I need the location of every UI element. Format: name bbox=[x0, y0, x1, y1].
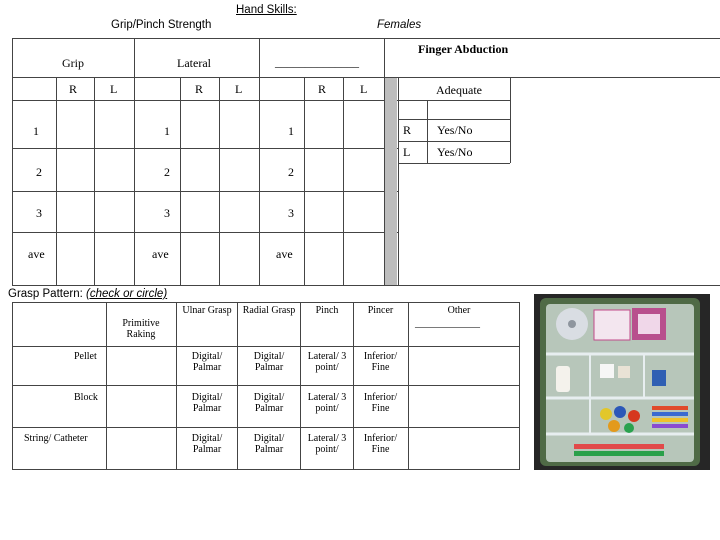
string-radial[interactable]: Digital/ Palmar bbox=[253, 433, 285, 455]
toolbox-photo-illustration bbox=[534, 294, 710, 470]
pellet-pinch[interactable]: Lateral/ 3 point/ bbox=[307, 351, 347, 373]
section-title-grip-pinch: Grip/Pinch Strength bbox=[111, 19, 212, 31]
grip-row-3: 3 bbox=[36, 206, 42, 220]
grip-l-header: L bbox=[110, 82, 118, 96]
pellet-ulnar[interactable]: Digital/ Palmar bbox=[191, 351, 223, 373]
lateral-row-ave: ave bbox=[152, 247, 169, 261]
page-title: Hand Skills: bbox=[236, 4, 297, 16]
abduction-r-value[interactable]: Yes/No bbox=[437, 123, 473, 137]
third-row-3: 3 bbox=[288, 206, 294, 220]
pellet-radial[interactable]: Digital/ Palmar bbox=[253, 351, 285, 373]
third-l-header: L bbox=[360, 82, 368, 96]
third-row-ave: ave bbox=[276, 247, 293, 261]
col-ulnar-grasp: Ulnar Grasp bbox=[182, 305, 232, 316]
block-pinch[interactable]: Lateral/ 3 point/ bbox=[307, 392, 347, 414]
abduction-l-value[interactable]: Yes/No bbox=[437, 145, 473, 159]
toolbox-photo bbox=[534, 294, 710, 470]
grip-row-ave: ave bbox=[28, 247, 45, 261]
row-string-catheter-label: String/ Catheter bbox=[24, 433, 88, 444]
col-radial-grasp: Radial Grasp bbox=[242, 305, 296, 316]
grip-row-1: 1 bbox=[33, 124, 39, 138]
col-other: Other bbox=[447, 305, 471, 316]
lateral-row-3: 3 bbox=[164, 206, 170, 220]
other-blank[interactable]: _____________ bbox=[415, 318, 480, 329]
lateral-l-header: L bbox=[235, 82, 243, 96]
string-ulnar[interactable]: Digital/ Palmar bbox=[191, 433, 223, 455]
string-pinch[interactable]: Lateral/ 3 point/ bbox=[307, 433, 347, 455]
third-row-2: 2 bbox=[288, 165, 294, 179]
third-r-header: R bbox=[318, 82, 327, 96]
grip-row-2: 2 bbox=[36, 165, 42, 179]
adequate-header: Adequate bbox=[436, 83, 482, 97]
row-pellet-label: Pellet bbox=[74, 351, 97, 362]
block-radial[interactable]: Digital/ Palmar bbox=[253, 392, 285, 414]
pinch-name-blank[interactable]: ______________ bbox=[275, 55, 359, 69]
lateral-r-header: R bbox=[195, 82, 204, 96]
abduction-l: L bbox=[403, 145, 411, 159]
string-pincer[interactable]: Inferior/ Fine bbox=[363, 433, 398, 455]
lateral-label: Lateral bbox=[177, 56, 211, 70]
row-block-label: Block bbox=[74, 392, 98, 403]
section-title-females: Females bbox=[377, 19, 422, 31]
block-pincer[interactable]: Inferior/ Fine bbox=[363, 392, 398, 414]
grip-label: Grip bbox=[62, 56, 84, 70]
third-row-1: 1 bbox=[288, 124, 294, 138]
col-primitive-raking: Primitive Raking bbox=[122, 318, 160, 340]
lateral-row-2: 2 bbox=[164, 165, 170, 179]
finger-abduction-label: Finger Abduction bbox=[418, 42, 509, 56]
col-pincer: Pincer bbox=[367, 305, 394, 316]
col-pinch: Pinch bbox=[315, 305, 339, 316]
pellet-pincer[interactable]: Inferior/ Fine bbox=[363, 351, 398, 373]
lateral-row-1: 1 bbox=[164, 124, 170, 138]
grip-r-header: R bbox=[69, 82, 78, 96]
abduction-r: R bbox=[403, 123, 412, 137]
grasp-heading: Grasp Pattern: (check or circle) bbox=[8, 288, 168, 300]
block-ulnar[interactable]: Digital/ Palmar bbox=[191, 392, 223, 414]
